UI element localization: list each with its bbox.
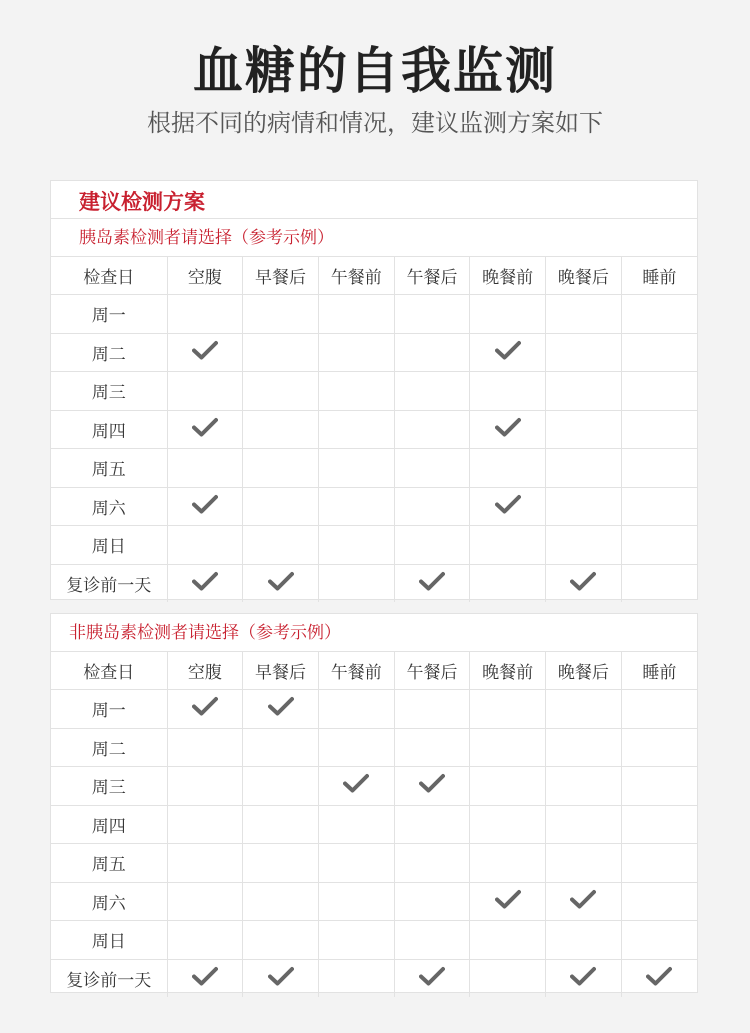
checked-cell xyxy=(546,564,622,602)
empty-cell xyxy=(167,372,243,411)
page-title: 血糖的自我监测 xyxy=(193,42,557,100)
empty-cell xyxy=(621,921,697,960)
empty-cell xyxy=(621,372,697,411)
empty-cell xyxy=(470,921,546,960)
empty-cell xyxy=(318,487,394,526)
empty-cell xyxy=(167,449,243,488)
empty-cell xyxy=(167,767,243,806)
empty-cell xyxy=(470,526,546,565)
empty-cell xyxy=(546,487,622,526)
check-icon xyxy=(192,696,218,721)
day-label: 周四 xyxy=(51,805,167,844)
empty-cell xyxy=(546,449,622,488)
column-header: 睡前 xyxy=(621,257,697,295)
check-icon xyxy=(268,571,294,596)
day-label: 周日 xyxy=(51,526,167,565)
column-header: 早餐后 xyxy=(243,257,319,295)
empty-cell xyxy=(394,410,470,449)
check-icon xyxy=(343,773,369,798)
empty-cell xyxy=(243,372,319,411)
empty-cell xyxy=(470,449,546,488)
table-row xyxy=(51,728,697,767)
empty-cell xyxy=(318,959,394,997)
empty-cell xyxy=(546,844,622,883)
schedule-table xyxy=(51,257,697,602)
empty-cell xyxy=(167,844,243,883)
day-label: 周日 xyxy=(51,921,167,960)
empty-cell xyxy=(318,372,394,411)
checked-cell xyxy=(470,882,546,921)
column-header: 晚餐后 xyxy=(546,257,622,295)
day-label: 周一 xyxy=(51,295,167,334)
check-icon xyxy=(192,340,218,365)
empty-cell xyxy=(621,526,697,565)
empty-cell xyxy=(167,882,243,921)
checked-cell xyxy=(167,564,243,602)
checked-cell xyxy=(318,767,394,806)
empty-cell xyxy=(318,690,394,729)
column-header: 检查日 xyxy=(51,257,167,295)
empty-cell xyxy=(546,295,622,334)
checked-cell xyxy=(167,410,243,449)
empty-cell xyxy=(394,728,470,767)
table-row xyxy=(51,564,697,602)
empty-cell xyxy=(546,767,622,806)
day-label: 周一 xyxy=(51,690,167,729)
check-icon xyxy=(495,889,521,914)
empty-cell xyxy=(243,844,319,883)
empty-cell xyxy=(394,372,470,411)
schedule-table xyxy=(51,652,697,997)
empty-cell xyxy=(318,449,394,488)
empty-cell xyxy=(470,564,546,602)
table-row xyxy=(51,487,697,526)
day-label: 周五 xyxy=(51,844,167,883)
checked-cell xyxy=(167,690,243,729)
empty-cell xyxy=(243,295,319,334)
checked-cell xyxy=(470,410,546,449)
empty-cell xyxy=(546,921,622,960)
checked-cell xyxy=(243,564,319,602)
empty-cell xyxy=(546,728,622,767)
column-header: 晚餐前 xyxy=(470,652,546,690)
checked-cell xyxy=(243,959,319,997)
day-label: 周三 xyxy=(51,372,167,411)
table-row xyxy=(51,959,697,997)
table-row xyxy=(51,449,697,488)
day-label: 周二 xyxy=(51,333,167,372)
empty-cell xyxy=(621,410,697,449)
empty-cell xyxy=(621,564,697,602)
empty-cell xyxy=(621,295,697,334)
empty-cell xyxy=(243,882,319,921)
column-header: 早餐后 xyxy=(243,652,319,690)
checked-cell xyxy=(394,564,470,602)
empty-cell xyxy=(621,728,697,767)
empty-cell xyxy=(470,959,546,997)
empty-cell xyxy=(318,921,394,960)
page-subtitle: 根据不同的病情和情况，建议监测方案如下 xyxy=(147,109,603,137)
empty-cell xyxy=(621,767,697,806)
empty-cell xyxy=(243,767,319,806)
empty-cell xyxy=(470,295,546,334)
empty-cell xyxy=(318,295,394,334)
table-row xyxy=(51,690,697,729)
empty-cell xyxy=(470,728,546,767)
check-icon xyxy=(192,494,218,519)
check-icon xyxy=(570,889,596,914)
empty-cell xyxy=(318,882,394,921)
empty-cell xyxy=(243,805,319,844)
table-heading: 胰岛素检测者请选择（参考示例） xyxy=(51,219,697,257)
column-header: 午餐后 xyxy=(394,652,470,690)
empty-cell xyxy=(546,410,622,449)
empty-cell xyxy=(394,526,470,565)
table-row xyxy=(51,372,697,411)
empty-cell xyxy=(546,690,622,729)
empty-cell xyxy=(394,487,470,526)
empty-cell xyxy=(243,526,319,565)
table-row xyxy=(51,844,697,883)
empty-cell xyxy=(167,728,243,767)
checked-cell xyxy=(167,333,243,372)
empty-cell xyxy=(546,805,622,844)
empty-cell xyxy=(318,333,394,372)
table-header-row xyxy=(51,257,697,295)
empty-cell xyxy=(470,690,546,729)
empty-cell xyxy=(621,449,697,488)
column-header: 空腹 xyxy=(167,257,243,295)
column-header: 午餐前 xyxy=(318,257,394,295)
empty-cell xyxy=(318,805,394,844)
column-header: 检查日 xyxy=(51,652,167,690)
empty-cell xyxy=(318,844,394,883)
empty-cell xyxy=(546,372,622,411)
empty-cell xyxy=(318,526,394,565)
column-header: 空腹 xyxy=(167,652,243,690)
column-header: 午餐前 xyxy=(318,652,394,690)
empty-cell xyxy=(167,526,243,565)
checked-cell xyxy=(621,959,697,997)
day-label: 周三 xyxy=(51,767,167,806)
table-row xyxy=(51,295,697,334)
checked-cell xyxy=(546,882,622,921)
check-icon xyxy=(570,966,596,991)
table-header-row xyxy=(51,652,697,690)
empty-cell xyxy=(243,728,319,767)
empty-cell xyxy=(243,487,319,526)
checked-cell xyxy=(167,487,243,526)
table-row xyxy=(51,333,697,372)
check-icon xyxy=(192,571,218,596)
empty-cell xyxy=(621,487,697,526)
empty-cell xyxy=(470,767,546,806)
check-icon xyxy=(268,966,294,991)
table-row xyxy=(51,410,697,449)
table-heading: 非胰岛素检测者请选择（参考示例） xyxy=(51,614,697,652)
checked-cell xyxy=(243,690,319,729)
checked-cell xyxy=(394,959,470,997)
insulin-plan-panel xyxy=(50,180,698,600)
empty-cell xyxy=(394,844,470,883)
empty-cell xyxy=(167,295,243,334)
check-icon xyxy=(419,571,445,596)
checked-cell xyxy=(394,767,470,806)
checked-cell xyxy=(167,959,243,997)
day-label: 复诊前一天 xyxy=(51,959,167,997)
check-icon xyxy=(192,966,218,991)
empty-cell xyxy=(318,564,394,602)
day-label: 周六 xyxy=(51,487,167,526)
table-row xyxy=(51,526,697,565)
day-label: 复诊前一天 xyxy=(51,564,167,602)
empty-cell xyxy=(470,805,546,844)
column-header: 晚餐后 xyxy=(546,652,622,690)
column-header: 午餐后 xyxy=(394,257,470,295)
empty-cell xyxy=(167,921,243,960)
empty-cell xyxy=(621,882,697,921)
check-icon xyxy=(192,417,218,442)
empty-cell xyxy=(470,844,546,883)
empty-cell xyxy=(394,333,470,372)
day-label: 周六 xyxy=(51,882,167,921)
checked-cell xyxy=(470,333,546,372)
column-header: 晚餐前 xyxy=(470,257,546,295)
check-icon xyxy=(268,696,294,721)
table-row xyxy=(51,882,697,921)
plan-title: 建议检测方案 xyxy=(51,181,697,219)
checked-cell xyxy=(546,959,622,997)
empty-cell xyxy=(394,295,470,334)
empty-cell xyxy=(470,372,546,411)
check-icon xyxy=(495,494,521,519)
column-header: 睡前 xyxy=(621,652,697,690)
check-icon xyxy=(495,417,521,442)
check-icon xyxy=(419,773,445,798)
empty-cell xyxy=(243,449,319,488)
table-row xyxy=(51,805,697,844)
check-icon xyxy=(570,571,596,596)
empty-cell xyxy=(621,844,697,883)
empty-cell xyxy=(167,805,243,844)
empty-cell xyxy=(546,526,622,565)
non-insulin-plan-panel xyxy=(50,613,698,993)
empty-cell xyxy=(394,805,470,844)
day-label: 周五 xyxy=(51,449,167,488)
empty-cell xyxy=(621,690,697,729)
day-label: 周二 xyxy=(51,728,167,767)
empty-cell xyxy=(318,728,394,767)
empty-cell xyxy=(243,921,319,960)
empty-cell xyxy=(243,333,319,372)
empty-cell xyxy=(243,410,319,449)
empty-cell xyxy=(394,921,470,960)
check-icon xyxy=(646,966,672,991)
empty-cell xyxy=(394,882,470,921)
check-icon xyxy=(495,340,521,365)
empty-cell xyxy=(621,333,697,372)
day-label: 周四 xyxy=(51,410,167,449)
empty-cell xyxy=(394,690,470,729)
empty-cell xyxy=(546,333,622,372)
empty-cell xyxy=(318,410,394,449)
check-icon xyxy=(419,966,445,991)
empty-cell xyxy=(621,805,697,844)
checked-cell xyxy=(470,487,546,526)
table-row xyxy=(51,921,697,960)
empty-cell xyxy=(394,449,470,488)
table-row xyxy=(51,767,697,806)
